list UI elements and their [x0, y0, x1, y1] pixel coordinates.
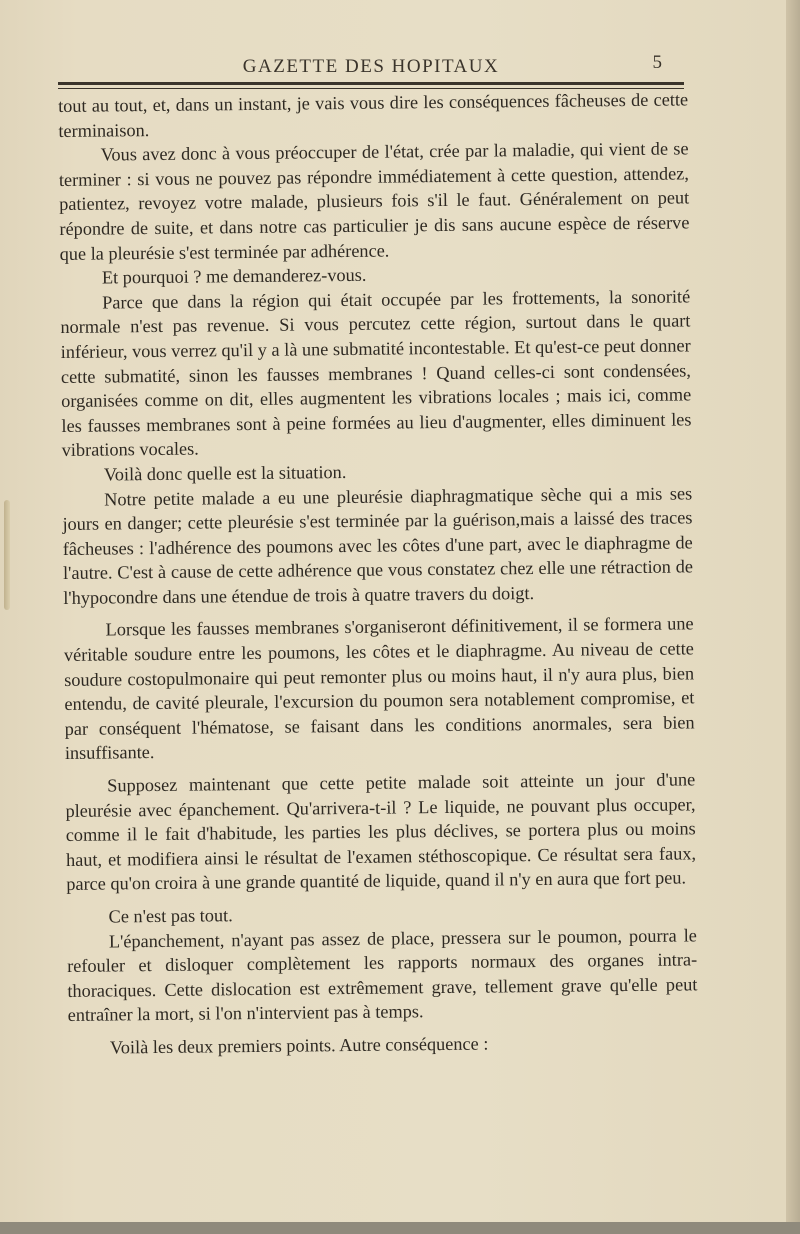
page-number: 5	[652, 52, 662, 73]
paragraph: Vous avez donc à vous préoccuper de l'état, crée par la maladie, qui vient de se terminer : si vous ne pouvez pas répondre immédiatement à cette question, attendez, patientez, revoyez votre malade, plusieurs fois s'il le faut. Généralement on peut répondre de suite, et dans notre cas particulier je dis sans aucune espèce de réserve que la pleurésie s'est terminée par adhérence.	[58, 138, 690, 264]
page-edge-bottom	[0, 1222, 800, 1234]
running-title: GAZETTE DES HOPITAUX	[242, 56, 500, 77]
paragraph: Lorsque les fausses membranes s'organiseront définitivement, il se formera une véritable soudure entre les poumons, les côtes et le diaphragme. Au niveau de cette soudure costopulmonaire qui peut remonter plus ou moins haut, il n'y aura plus, bien entendu, de cavité pleurale, l'excursion du poumon sera notablement compromise, et par conséquent l'hématose, se faisant dans les conditions anormales, sera bien insuffisante.	[63, 613, 695, 764]
paragraph: Ce n'est pas tout.	[108, 905, 233, 927]
binding-fold-mark	[4, 500, 10, 610]
paragraph: Supposez maintenant que cette petite malade soit atteinte un jour d'une pleurésie avec épanchement. Qu'arrivera-t-il ? Le liquide, ne pouvant plus occuper, comme il le fait d'habitude, les parties les plus déclives, se portera plus ou moins haut, et modifiera ainsi le résultat de l'examen stéthoscopique. Ce résultat sera faux, parce qu'on croira à une grande quantité de liquide, quand il n'y en aura que fort peu.	[65, 769, 697, 895]
paragraph: tout au tout, et, dans un instant, je vais vous dire les conséquences fâcheuses de cette terminaison.	[58, 89, 689, 141]
paragraph: Voilà les deux premiers points. Autre conséquence :	[109, 1033, 489, 1058]
paragraph: Et pourquoi ? me demanderez-vous.	[101, 264, 367, 288]
header-rule-thick	[58, 82, 684, 85]
paragraph: L'épanchement, n'ayant pas assez de place, pressera sur le poumon, pourra le refouler et disloquer complètement les rapports normaux des organes intra-thoraciques. Cette dislocation est extrêmement grave, tellement grave qu'elle peut entraîner la mort, si l'on n'intervient pas à temps.	[67, 924, 698, 1026]
page-header	[58, 52, 684, 92]
page-edge-right	[786, 0, 800, 1234]
paragraph: Voilà donc quelle est la situation.	[103, 461, 347, 485]
paragraph: Parce que dans la région qui était occupée par les frottements, la sonorité normale n'est pas revenue. Si vous percutez cette région, surtout dans le quart inférieur, vous verrez qu'il y a là une submatité incontestable. Et qu'est-ce peut donner cette submatité, sinon les fausses membranes ! Quand celles-ci sont condensées, organisées comme on dit, elles augmentent les vibrations locales ; mais ici, comme les fausses membranes sont à peine formées au lieu d'augmenter, elles diminuent les vibrations vocales.	[60, 286, 692, 461]
paragraph: Notre petite malade a eu une pleurésie diaphragmatique sèche qui a mis ses jours en danger; cette pleurésie s'est terminée par la guérison,mais a laissé des traces fâcheuses : l'adhérence des poumons avec les côtes d'une part, avec le diaphragme de l'autre. C'est à cause de cette adhérence que vous constatez chez elle une rétraction de l'hypocondre dans une étendue de trois à quatre travers du doigt.	[62, 482, 694, 608]
article-body	[58, 87, 698, 1060]
